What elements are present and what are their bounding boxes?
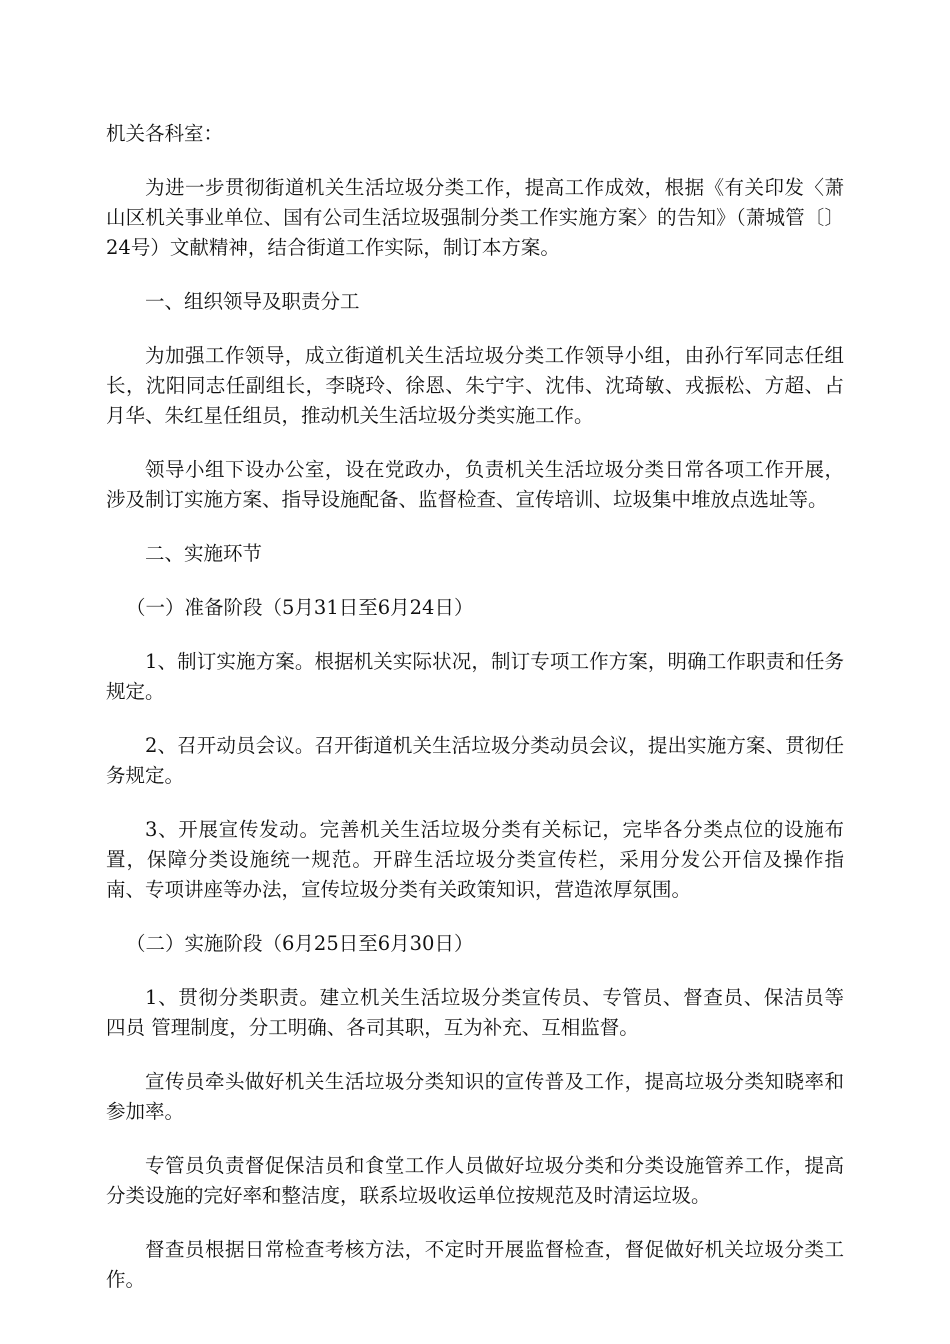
paragraph-leadership-group: 为加强工作领导，成立街道机关生活垃圾分类工作领导小组，由孙行军同志任组长，沈阳同志任副组长，李晓玲、徐恩、朱宁宇、沈伟、沈琦敏、戎振松、方超、占月华、朱红星任组员，推动机关生活垃圾分类实施工作。	[106, 344, 844, 427]
paragraph-publicity-officer: 宣传员牵头做好机关生活垃圾分类知识的宣传普及工作，提高垃圾分类知晓率和参加率。	[106, 1070, 844, 1123]
paragraph-inspection-officer: 督查员根据日常检查考核方法，不定时开展监督检查，督促做好机关垃圾分类工作。	[106, 1238, 844, 1291]
paragraph-prep-item-2: 2、召开动员会议。召开街道机关生活垃圾分类动员会议，提出实施方案、贯彻任务规定。	[106, 734, 844, 787]
paragraph-prep-item-3: 3、开展宣传发动。完善机关生活垃圾分类有关标记，完毕各分类点位的设施布置，保障分类设施统一规范。开辟生活垃圾分类宣传栏，采用分发公开信及操作指南、专项讲座等办法，宣传垃圾分类有关政策知识，营造浓厚氛围。	[106, 818, 844, 901]
salutation: 机关各科室：	[106, 122, 224, 145]
paragraph-management-officer: 专管员负责督促保洁员和食堂工作人员做好垃圾分类和分类设施管养工作，提高分类设施的完好率和整洁度，联系垃圾收运单位按规范及时清运垃圾。	[106, 1154, 844, 1207]
paragraph-intro: 为进一步贯彻街道机关生活垃圾分类工作，提高工作成效，根据《有关印发〈萧山区机关事业单位、国有公司生活垃圾强制分类工作实施方案〉的告知》（萧城管〔〕24号）文献精神，结合街道工作实际，制订本方案。	[106, 176, 844, 259]
paragraph-office: 领导小组下设办公室，设在党政办，负责机关生活垃圾分类日常各项工作开展，涉及制订实施方案、指导设施配备、监督检查、宣传培训、垃圾集中堆放点选址等。	[106, 458, 844, 511]
subheading-implementation-stage: （二）实施阶段（6月25日至6月30日）	[126, 932, 474, 955]
section-heading-implementation: 二、实施环节	[145, 542, 263, 565]
section-heading-organization: 一、组织领导及职责分工	[145, 290, 360, 313]
paragraph-prep-item-1: 1、制订实施方案。根据机关实际状况，制订专项工作方案，明确工作职责和任务规定。	[106, 650, 844, 703]
subheading-preparation-stage: （一）准备阶段（5月31日至6月24日）	[126, 596, 474, 619]
document-body	[106, 119, 844, 1319]
paragraph-impl-item-1: 1、贯彻分类职责。建立机关生活垃圾分类宣传员、专管员、督查员、保洁员等 四员 管理制度，分工明确、各司其职，互为补充、互相监督。	[106, 986, 844, 1039]
